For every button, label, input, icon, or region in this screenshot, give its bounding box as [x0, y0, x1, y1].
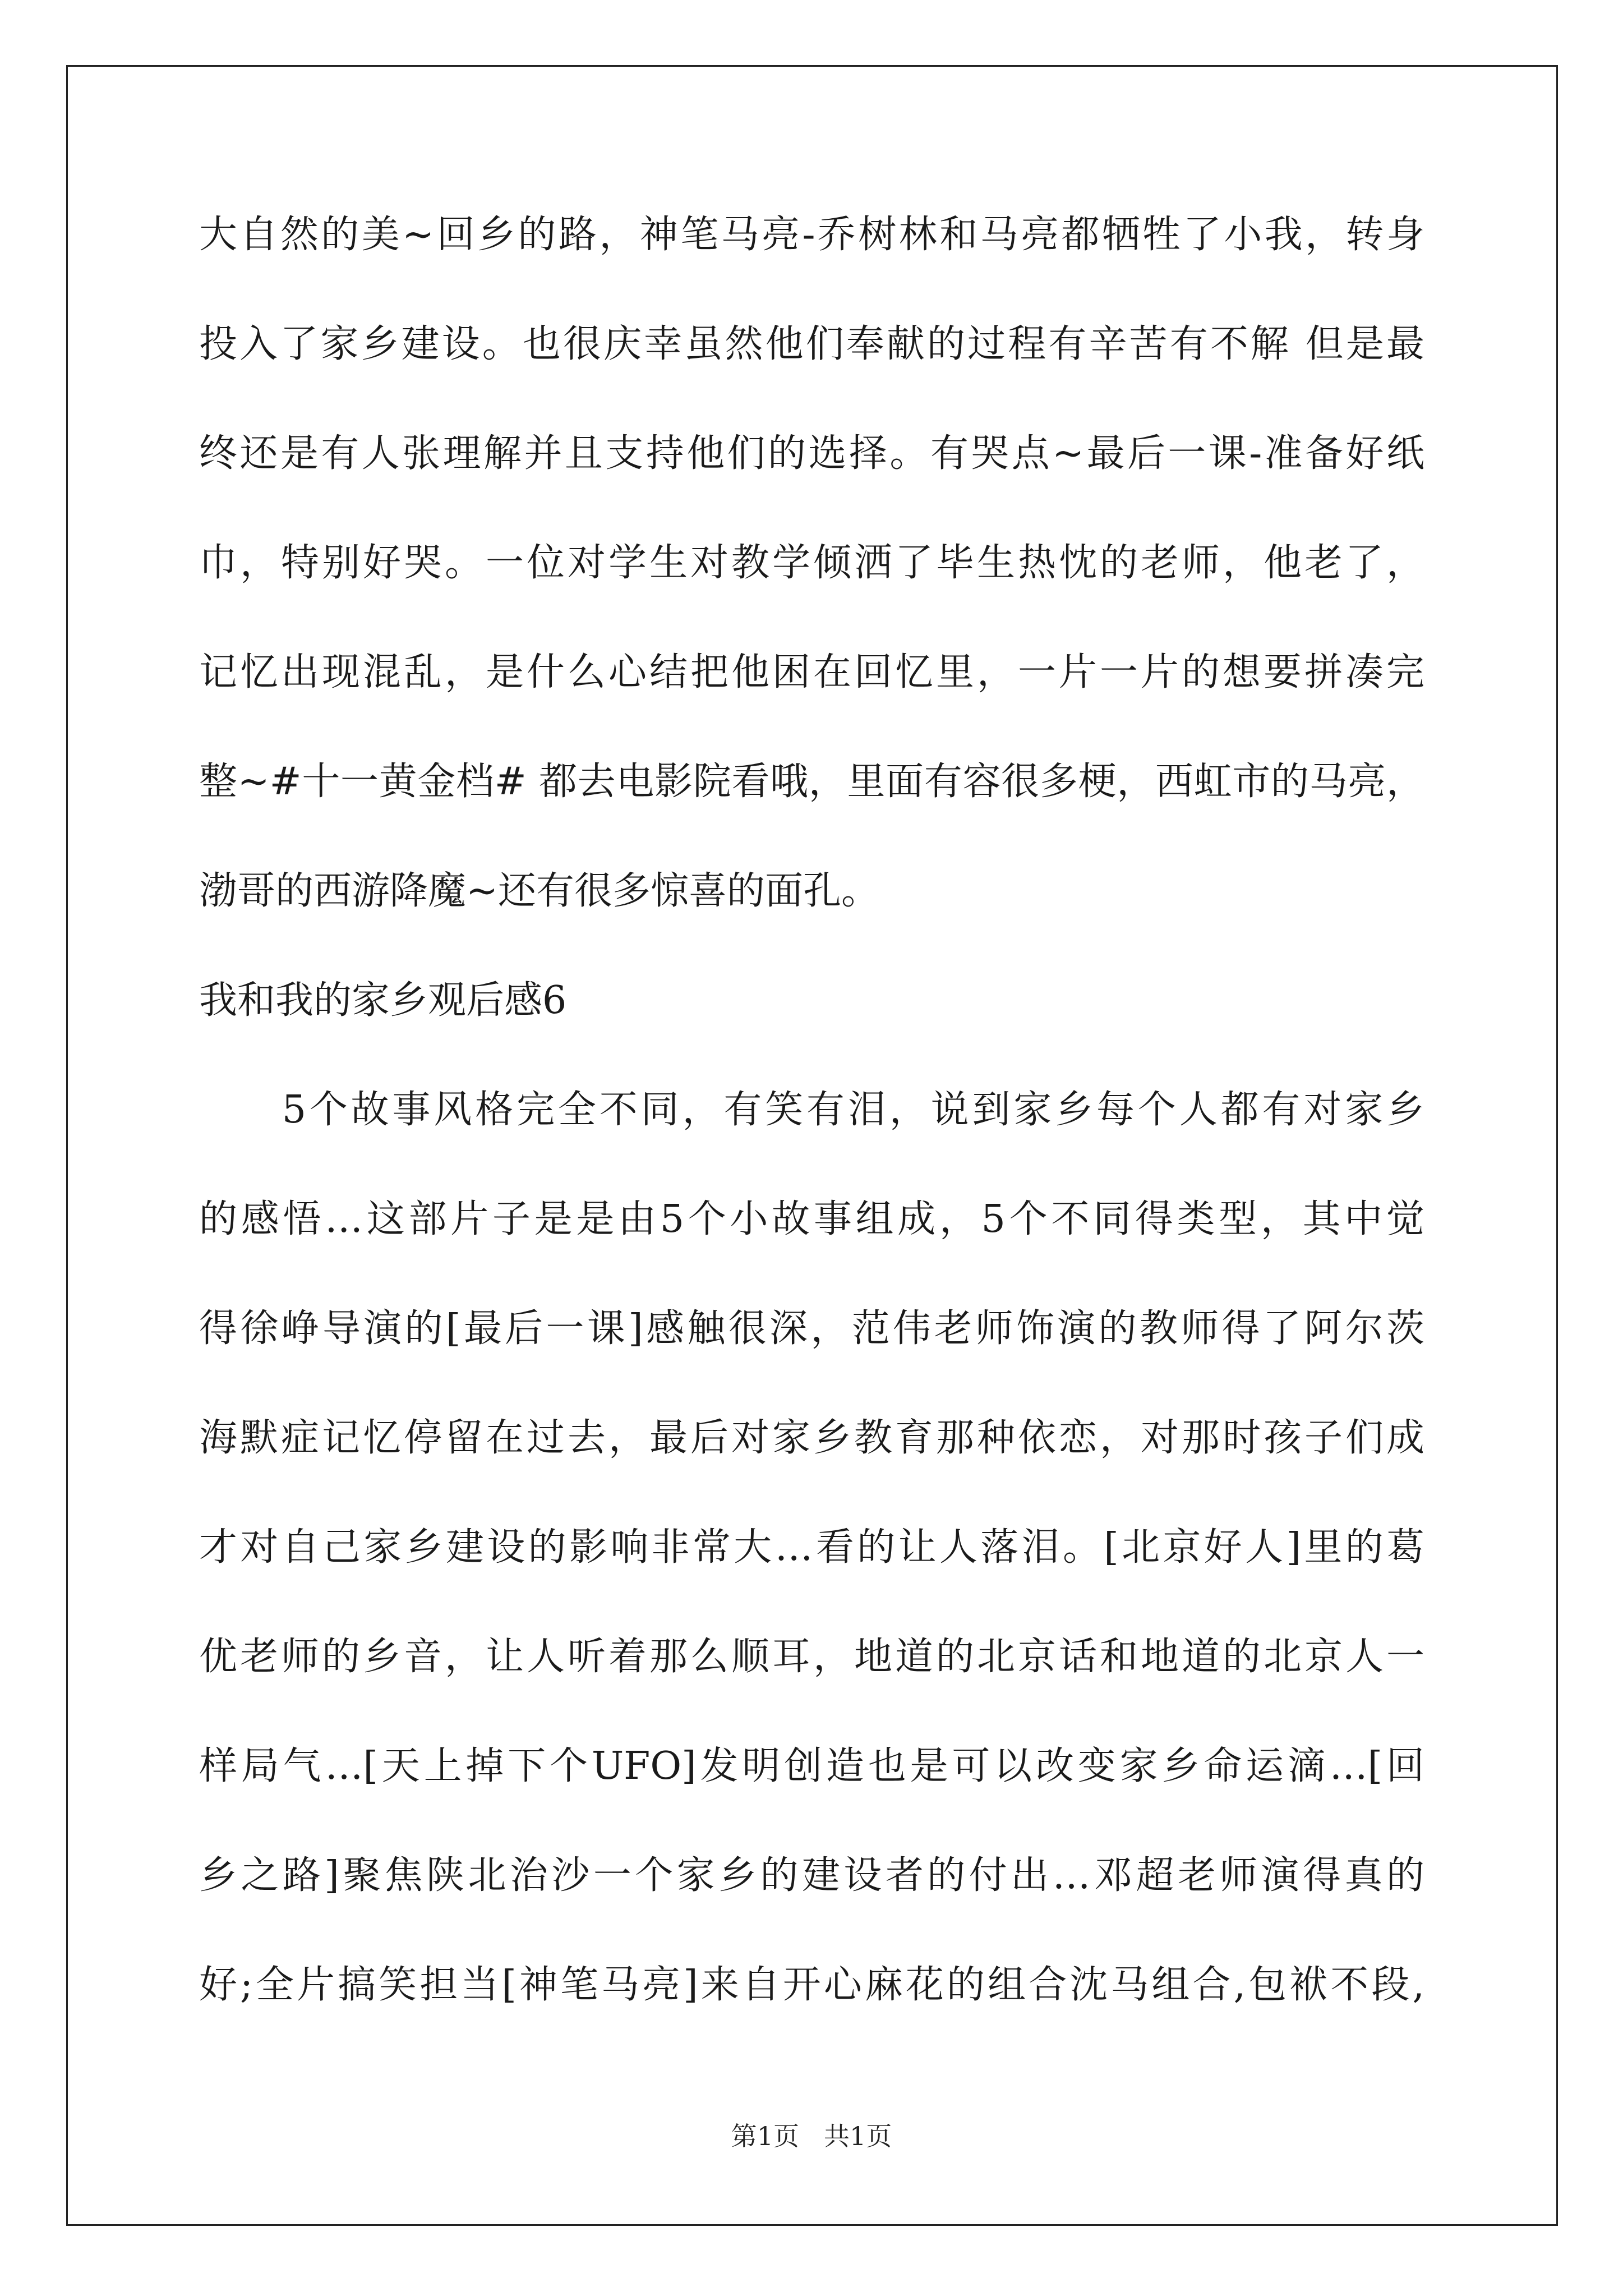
text-line: 记忆出现混乱，是什么心结把他困在回忆里，一片一片的想要拼凑完	[199, 651, 1424, 694]
text-line: 样局气…[天上掉下个UFO]发明创造也是可以改变家乡命运滴…[回	[199, 1745, 1424, 1788]
text-line: 巾，特别好哭。一位对学生对教学倾洒了毕生热忱的老师，他老了，	[199, 541, 1424, 585]
text-line: 才对自己家乡建设的影响非常大…看的让人落泪。[北京好人]里的葛	[199, 1526, 1424, 1570]
text-line: 优老师的乡音，让人听着那么顺耳，地道的北京话和地道的北京人一	[199, 1635, 1424, 1679]
text-line: 乡之路]聚焦陕北治沙一个家乡的建设者的付出…邓超老师演得真的	[199, 1854, 1424, 1898]
page-footer	[0, 2120, 1623, 2152]
document-body	[199, 213, 1424, 2007]
text-line: 好;全片搞笑担当[神笔马亮]来自开心麻花的组合沈马组合,包袱不段,	[199, 1963, 1424, 2007]
text-line: 大自然的美~回乡的路，神笔马亮-乔树林和马亮都牺牲了小我，转身	[199, 213, 1424, 257]
page-number: 第1页	[731, 2121, 800, 2151]
text-line: 5个故事风格完全不同，有笑有泪，说到家乡每个人都有对家乡	[199, 1088, 1424, 1132]
text-line: 投入了家乡建设。也很庆幸虽然他们奉献的过程有辛苦有不解 但是最	[199, 323, 1424, 366]
text-line: 渤哥的西游降魔~还有很多惊喜的面孔。	[199, 869, 879, 913]
page-total: 共1页	[823, 2121, 892, 2151]
text-line: 整~#十一黄金档# 都去电影院看哦，里面有容很多梗，西虹市的马亮，	[199, 760, 1424, 804]
text-line: 的感悟…这部片子是是由5个小故事组成，5个不同得类型，其中觉	[199, 1198, 1424, 1241]
text-line: 海默症记忆停留在过去，最后对家乡教育那种依恋，对那时孩子们成	[199, 1416, 1424, 1460]
section-heading: 我和我的家乡观后感6	[199, 978, 567, 1023]
text-line: 得徐峥导演的[最后一课]感触很深，范伟老师饰演的教师得了阿尔茨	[199, 1307, 1424, 1351]
text-line: 终还是有人张理解并且支持他们的选择。有哭点~最后一课-准备好纸	[199, 432, 1424, 476]
